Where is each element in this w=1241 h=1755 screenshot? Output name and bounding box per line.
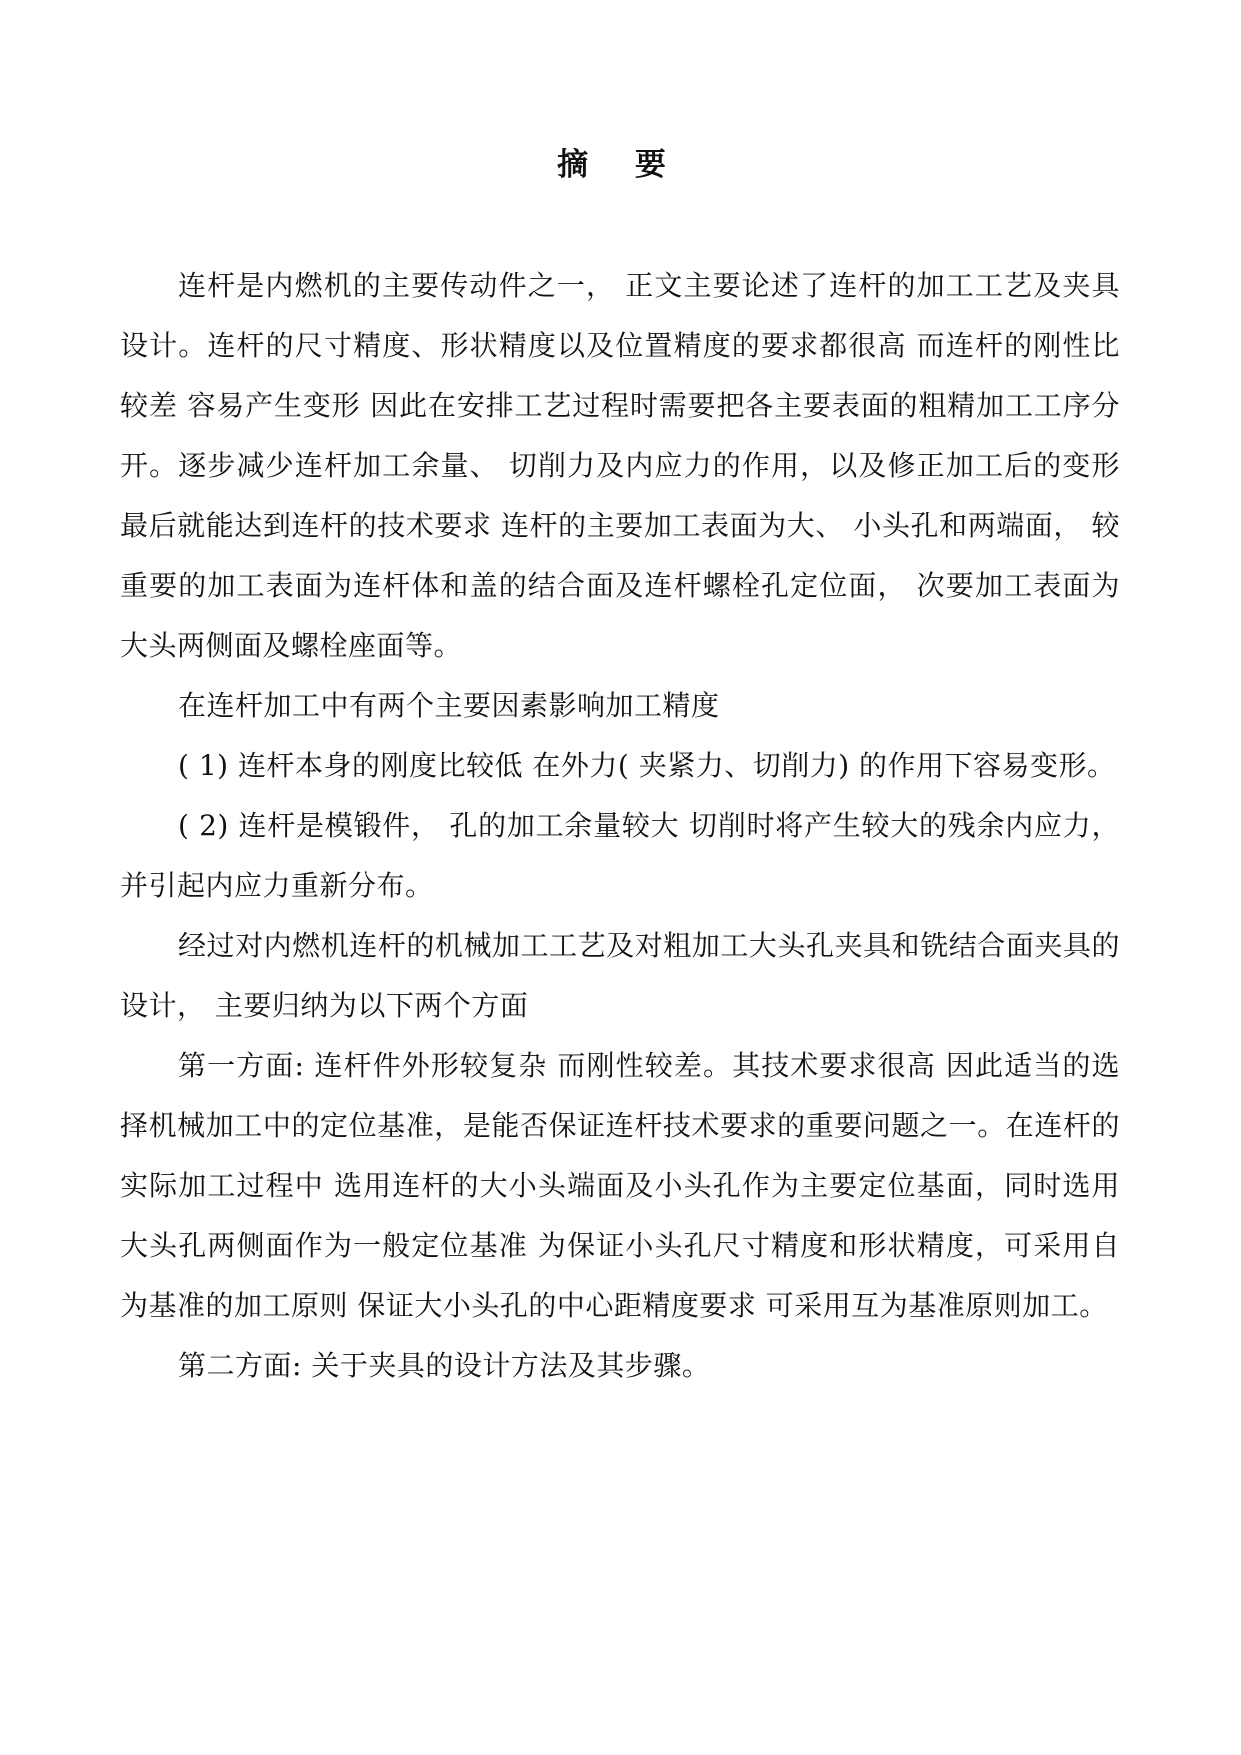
paragraph-intro: 连杆是内燃机的主要传动件之一， 正文主要论述了连杆的加工工艺及夹具设计。连杆的尺寸精度、形状精度以及位置精度的要求都很高 而连杆的刚性比较差 容易产生变形 因此在安排工艺过程时需要把各主要表面的粗精加工工序分开。逐步减少连杆加工余量、 切削力及内应力的作用，以及修正加工后的变形 最后就能达到连杆的技术要求 连杆的主要加工表面为大、 小头孔和两端面， 较重要的加工表面为连杆体和盖的结合面及连杆螺栓孔定位面， 次要加工表面为大头两侧面及螺栓座面等。 bbox=[120, 269, 1120, 662]
paragraph-aspect-2: 第二方面: 关于夹具的设计方法及其步骤。 bbox=[178, 1349, 711, 1382]
paragraph-aspect-1: 第一方面: 连杆件外形较复杂 而刚性较差。其技术要求很高 因此适当的选择机械加工中的定位基准，是能否保证连杆技术要求的重要问题之一。在连杆的实际加工过程中 选用连杆的大小头端面及小头孔作为主要定位基面，同时选用大头孔两侧面作为一般定位基准 为保证小头孔尺寸精度和形状精度，可采用自为基准的加工原则 保证大小头孔的中心距精度要求 可采用互为基准原则加工。 bbox=[120, 1049, 1120, 1322]
paragraph-factor-2: ( 2) 连杆是模锻件， 孔的加工余量较大 切削时将产生较大的残余内应力， 并引起内应力重新分布。 bbox=[120, 809, 1120, 902]
paragraph-factors-heading: 在连杆加工中有两个主要因素影响加工精度 bbox=[178, 689, 720, 722]
abstract-body bbox=[120, 256, 1120, 1396]
abstract-title: 摘 要 bbox=[557, 147, 684, 183]
paragraph-factor-1: ( 1) 连杆本身的刚度比较低 在外力( 夹紧力、切削力) 的作用下容易变形。 bbox=[178, 749, 1116, 782]
paragraph-summary-intro: 经过对内燃机连杆的机械加工工艺及对粗加工大头孔夹具和铣结合面夹具的设计， 主要归纳为以下两个方面 bbox=[120, 929, 1120, 1022]
